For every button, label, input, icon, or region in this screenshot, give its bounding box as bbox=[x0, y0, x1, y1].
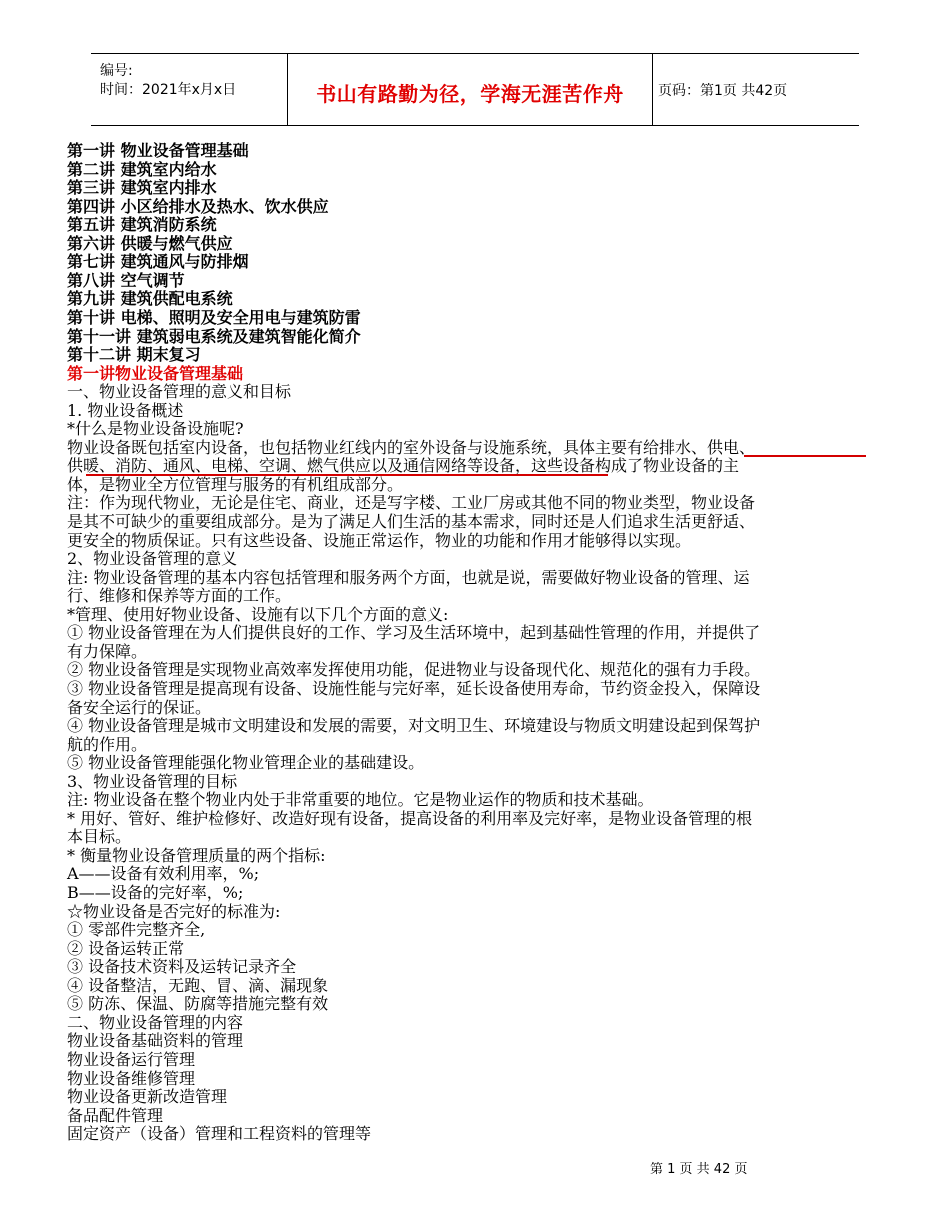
text-line: ① 物业设备管理在为人们提供良好的工作、学习及生活环境中，起到基础性管理的作用，并提供了 bbox=[67, 623, 761, 643]
text-line: 物业设备基础资料的管理 bbox=[67, 1031, 244, 1051]
toc-item: 第八讲 空气调节 bbox=[67, 270, 185, 290]
text-line: 固定资产（设备）管理和工程资料的管理等 bbox=[67, 1124, 372, 1144]
text-line: ⑤ 防冻、保温、防腐等措施完整有效 bbox=[67, 994, 329, 1014]
text-line: 供暖、消防、通风、电梯、空调、燃气供应以及通信网络等设备，这些设备构成了物业设备的主 bbox=[67, 456, 740, 476]
text-line: ☆物业设备是否完好的标准为: bbox=[67, 901, 281, 921]
text-line: *管理、使用好物业设备、设施有以下几个方面的意义: bbox=[67, 604, 449, 624]
section-title: 第一讲物业设备管理基础 bbox=[67, 363, 244, 383]
text-line: 二、物业设备管理的内容 bbox=[67, 1012, 244, 1032]
text-line: *什么是物业设备设施呢? bbox=[67, 419, 244, 439]
toc-item: 第二讲 建筑室内给水 bbox=[67, 159, 217, 179]
header-info-cell bbox=[91, 54, 287, 125]
text-line: 1. 物业设备概述 bbox=[67, 400, 184, 420]
page-footer: 第 1 页 共 42 页 bbox=[650, 1162, 748, 1177]
text-line: 一、物业设备管理的意义和目标 bbox=[67, 382, 292, 402]
text-line: 更安全的物质保证。只有这些设备、设施正常运作，物业的功能和作用才能够得以实现。 bbox=[67, 530, 692, 550]
text-line: 体，是物业全方位管理与服务的有机组成部分。 bbox=[67, 474, 404, 494]
text-line: 物业设备更新改造管理 bbox=[67, 1087, 228, 1107]
text-line: ③ 物业设备管理是提高现有设备、设施性能与完好率，延长设备使用寿命，节约资金投入，保障设 bbox=[67, 678, 761, 698]
text-line: ① 零部件完整齐全, bbox=[67, 920, 206, 940]
toc-item: 第九讲 建筑供配电系统 bbox=[67, 289, 233, 309]
header-page-number: 页码：第1页 共42页 bbox=[658, 83, 788, 99]
text-line: ④ 物业设备管理是城市文明建设和发展的需要，对文明卫生、环境建设与物质文明建设起到保驾护 bbox=[67, 716, 761, 736]
text-line: 注：作为现代物业，无论是住宅、商业，还是写字楼、工业厂房或其他不同的物业类型，物业设备 bbox=[67, 493, 756, 513]
toc-item: 第六讲 供暖与燃气供应 bbox=[67, 233, 233, 253]
header-table bbox=[91, 53, 859, 126]
toc-item: 第十一讲 建筑弱电系统及建筑智能化简介 bbox=[67, 326, 361, 346]
text-line: 本目标。 bbox=[67, 827, 132, 847]
toc-item: 第四讲 小区给排水及热水、饮水供应 bbox=[67, 196, 329, 216]
text-line: A——设备有效利用率，%; bbox=[67, 864, 260, 884]
text-line: 物业设备维修管理 bbox=[67, 1068, 196, 1088]
document-date-label: 时间：2021年x月x日 bbox=[100, 82, 237, 98]
text-line: ② 设备运转正常 bbox=[67, 938, 185, 958]
header-motto: 书山有路勤为径，学海无涯苦作舟 bbox=[316, 82, 624, 106]
text-line: ⑤ 物业设备管理能强化物业管理企业的基础建设。 bbox=[67, 753, 425, 773]
text-line: 航的作用。 bbox=[67, 734, 148, 754]
toc-item: 第一讲 物业设备管理基础 bbox=[67, 141, 249, 160]
toc-item: 第十二讲 期末复习 bbox=[67, 345, 201, 365]
header-motto-cell bbox=[287, 54, 653, 125]
text-line: 物业设备运行管理 bbox=[67, 1049, 196, 1069]
red-underline bbox=[86, 474, 608, 476]
text-line: 备安全运行的保证。 bbox=[67, 697, 212, 717]
document-number-label: 编号: bbox=[100, 63, 133, 79]
text-line: 2、物业设备管理的意义 bbox=[67, 549, 238, 569]
text-line: ④ 设备整洁，无跑、冒、滴、漏现象 bbox=[67, 975, 329, 995]
text-line: ② 物业设备管理是实现物业高效率发挥使用功能，促进物业与设备现代化、规范化的强有力手段。 bbox=[67, 660, 761, 680]
text-line: 有力保障。 bbox=[67, 641, 148, 661]
text-line: * 用好、管好、维护检修好、改造好现有设备，提高设备的利用率及完好率，是物业设备管理的根 bbox=[67, 808, 753, 828]
text-line: 是其不可缺少的重要组成部分。是为了满足人们生活的基本需求，同时还是人们追求生活更舒适、 bbox=[67, 512, 756, 531]
header-page-cell bbox=[652, 54, 859, 125]
toc-item: 第七讲 建筑通风与防排烟 bbox=[67, 252, 249, 272]
text-line: * 衡量物业设备管理质量的两个指标: bbox=[67, 845, 326, 865]
text-line: 物业设备既包括室内设备，也包括物业红线内的室外设备与设施系统，具体主要有给排水、供电、 bbox=[67, 437, 756, 457]
toc-item: 第五讲 建筑消防系统 bbox=[67, 215, 217, 235]
text-line: 注: 物业设备管理的基本内容包括管理和服务两个方面，也就是说，需要做好物业设备的管理、运 bbox=[67, 567, 750, 587]
toc-item: 第十讲 电梯、照明及安全用电与建筑防雷 bbox=[67, 307, 361, 327]
text-line: ③ 设备技术资料及运转记录齐全 bbox=[67, 957, 297, 977]
text-line: 3、物业设备管理的目标 bbox=[67, 771, 238, 791]
text-line: 注: 物业设备在整个物业内处于非常重要的地位。它是物业运作的物质和技术基础。 bbox=[67, 790, 654, 810]
text-line: 备品配件管理 bbox=[67, 1105, 164, 1125]
text-line: 行、维修和保养等方面的工作。 bbox=[67, 586, 292, 606]
toc-item: 第三讲 建筑室内排水 bbox=[67, 178, 217, 198]
text-line: B——设备的完好率，%; bbox=[67, 883, 244, 902]
red-underline bbox=[744, 455, 866, 457]
